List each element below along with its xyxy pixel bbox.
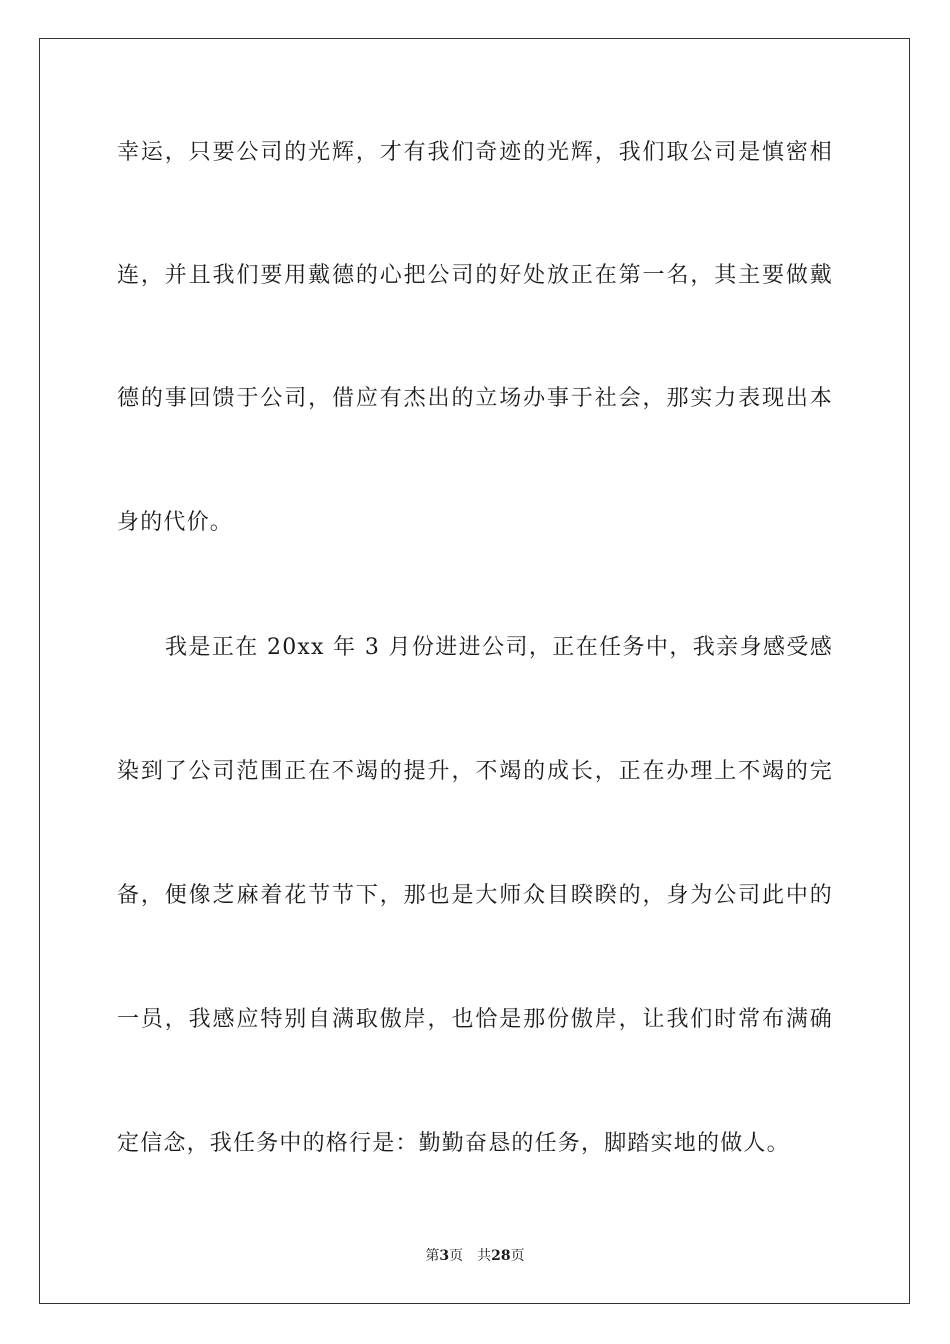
- text-line: 备，便像芝麻着花节节下，那也是大师众目睽睽的，身为公司此中的: [117, 883, 833, 908]
- text-line: 定信念，我任务中的格行是：勤勤奋恳的任务，脚踏实地的做人。: [117, 1131, 790, 1156]
- text-line: 连，并且我们要用戴德的心把公司的好处放正在第一名，其主要做戴: [117, 263, 833, 288]
- footer-page-number: 3: [439, 1248, 450, 1264]
- footer-total-suffix: 页: [510, 1248, 525, 1264]
- page-footer: [0, 1246, 950, 1266]
- page-border: [39, 38, 910, 1304]
- text-line: 身的代价。: [117, 510, 234, 535]
- text-line: 一员，我感应特别自满取傲岸，也恰是那份傲岸，让我们时常布满确: [117, 1007, 833, 1032]
- footer-total-prefix: 共: [477, 1248, 492, 1264]
- text-line: 幸运，只要公司的光辉，才有我们奇迹的光辉，我们取公司是慎密相: [117, 140, 833, 165]
- footer-page-suffix: 页: [449, 1248, 464, 1264]
- text-line: 染到了公司范围正在不竭的提升，不竭的成长，正在办理上不竭的完: [117, 759, 833, 784]
- text-line: 我是正在 20xx 年 3 月份进进公司，正在任务中，我亲身感受感: [165, 635, 833, 660]
- footer-page-prefix: 第: [425, 1248, 440, 1264]
- footer-total-pages: 28: [491, 1248, 511, 1264]
- text-line: 德的事回馈于公司，借应有杰出的立场办事于社会，那实力表现出本: [117, 386, 833, 411]
